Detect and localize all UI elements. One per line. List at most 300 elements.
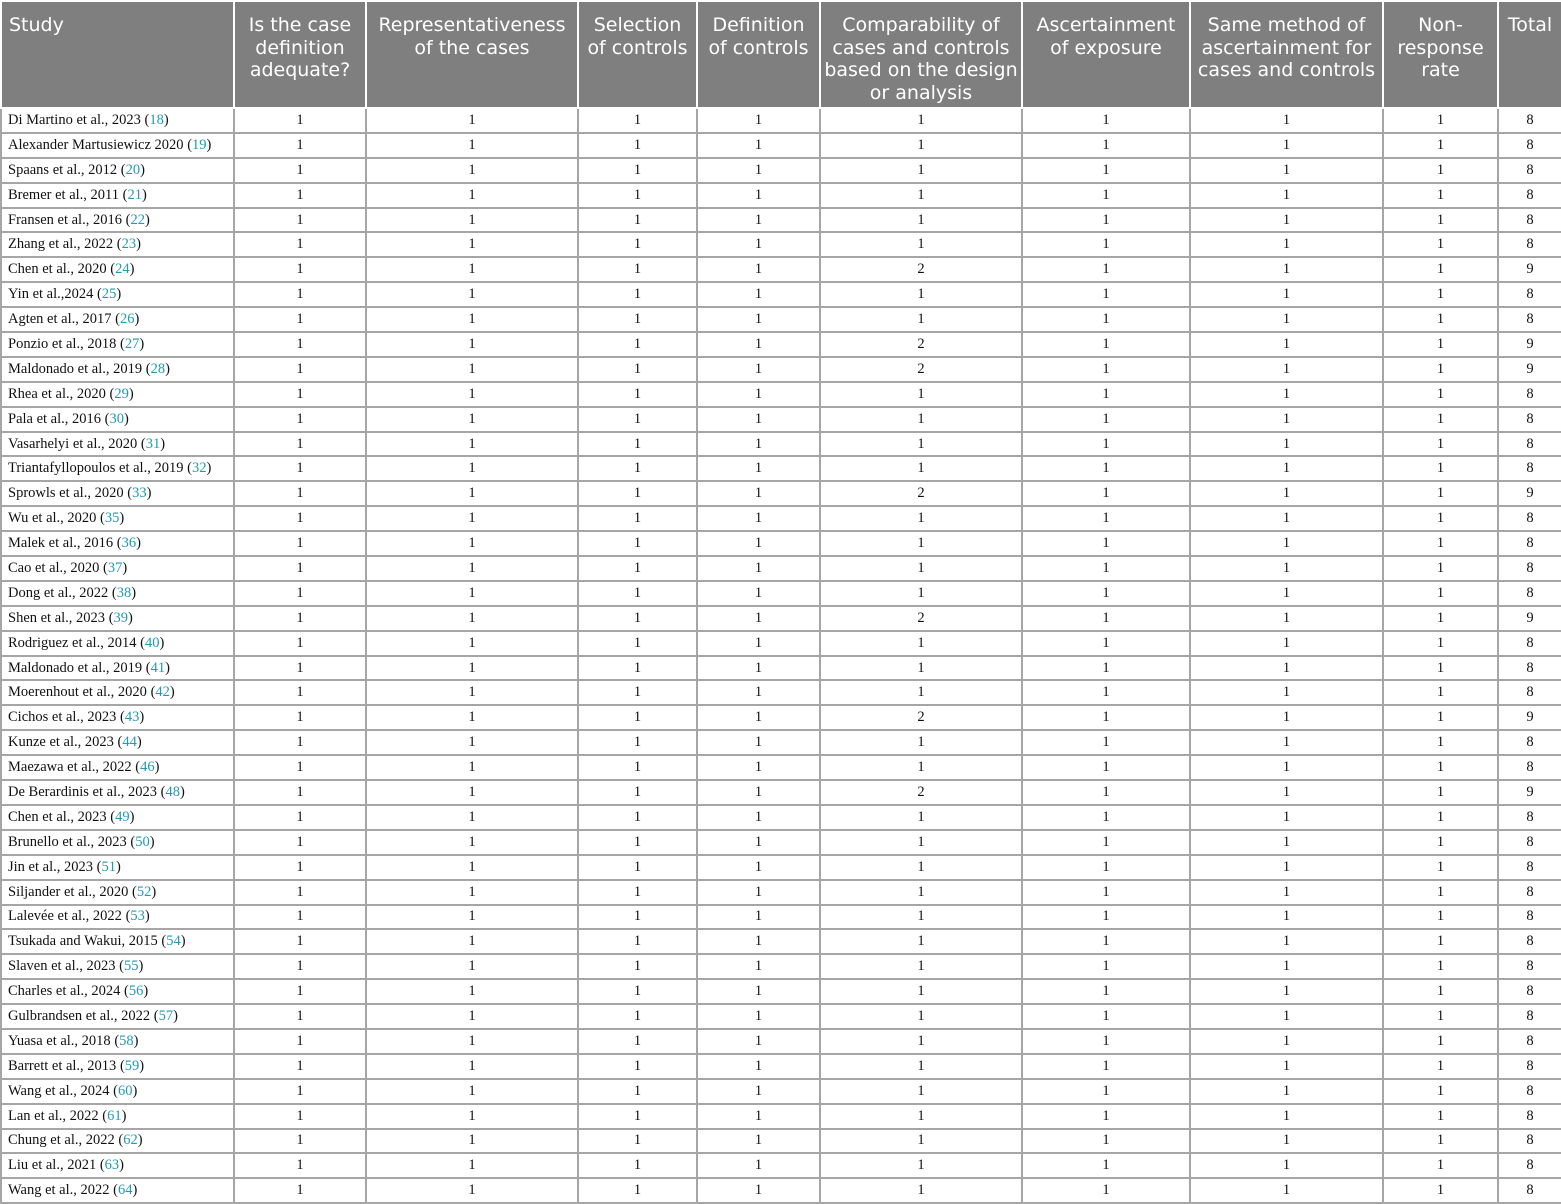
- header-non-response: Non-response rate: [1383, 1, 1498, 108]
- study-cell: Dong et al., 2022 (38): [1, 581, 234, 606]
- total-cell: 9: [1498, 705, 1561, 730]
- table-row: [1, 1004, 1561, 1029]
- reference-link[interactable]: 55: [124, 958, 139, 975]
- score-cell: 1: [1383, 531, 1498, 556]
- study-cell: Tsukada and Wakui, 2015 (54): [1, 929, 234, 954]
- score-cell: 1: [820, 407, 1022, 432]
- reference-link[interactable]: 46: [140, 759, 155, 776]
- total-cell: 8: [1498, 929, 1561, 954]
- score-cell: 1: [1190, 705, 1383, 730]
- score-cell: 1: [234, 332, 366, 357]
- score-cell: 1: [1022, 257, 1190, 282]
- reference-link[interactable]: 48: [165, 783, 180, 800]
- score-cell: 1: [1022, 382, 1190, 407]
- total-cell: 8: [1498, 531, 1561, 556]
- reference-link[interactable]: 41: [150, 659, 166, 676]
- reference-link[interactable]: 27: [124, 335, 140, 352]
- score-cell: 1: [234, 357, 366, 382]
- score-cell: 1: [820, 979, 1022, 1004]
- score-cell: 1: [1190, 108, 1383, 133]
- score-cell: 1: [1022, 183, 1190, 208]
- score-cell: 1: [578, 905, 697, 930]
- score-cell: 1: [366, 481, 578, 506]
- reference-link[interactable]: 58: [119, 1032, 134, 1049]
- score-cell: 1: [234, 1004, 366, 1029]
- score-cell: 1: [578, 133, 697, 158]
- score-cell: 1: [1190, 183, 1383, 208]
- reference-link[interactable]: 40: [144, 634, 160, 651]
- reference-link[interactable]: 25: [101, 286, 117, 303]
- score-cell: 1: [1383, 880, 1498, 905]
- reference-link[interactable]: 42: [155, 684, 170, 701]
- score-cell: 1: [578, 257, 697, 282]
- study-name: Vasarhelyi et al., 2020: [8, 435, 138, 452]
- study-cell: Yin et al.,2024 (25): [1, 282, 234, 307]
- score-cell: 1: [578, 357, 697, 382]
- score-cell: 1: [820, 880, 1022, 905]
- score-cell: 1: [234, 432, 366, 457]
- table-row: [1, 631, 1561, 656]
- study-cell: Pala et al., 2016 (30): [1, 407, 234, 432]
- score-cell: 1: [820, 506, 1022, 531]
- study-name: Shen et al., 2023: [8, 609, 106, 626]
- score-cell: 1: [1022, 556, 1190, 581]
- total-cell: 8: [1498, 631, 1561, 656]
- score-cell: 1: [820, 232, 1022, 257]
- score-cell: 1: [820, 954, 1022, 979]
- score-cell: 1: [1190, 1004, 1383, 1029]
- score-cell: 1: [1190, 208, 1383, 233]
- score-cell: 1: [578, 1079, 697, 1104]
- reference-link[interactable]: 36: [121, 535, 137, 552]
- score-cell: 1: [234, 680, 366, 705]
- score-cell: 1: [1383, 432, 1498, 457]
- total-cell: 8: [1498, 382, 1561, 407]
- score-cell: 1: [1383, 755, 1498, 780]
- score-cell: 1: [820, 905, 1022, 930]
- study-name: Bremer et al., 2011: [8, 186, 119, 203]
- total-cell: 8: [1498, 208, 1561, 233]
- score-cell: 1: [820, 631, 1022, 656]
- study-cell: Malek et al., 2016 (36): [1, 531, 234, 556]
- study-name: Wu et al., 2020: [8, 510, 97, 527]
- score-cell: 1: [578, 282, 697, 307]
- reference-link[interactable]: 37: [107, 559, 123, 576]
- score-cell: 1: [697, 631, 820, 656]
- table-row: [1, 208, 1561, 233]
- score-cell: 1: [366, 133, 578, 158]
- score-cell: 1: [697, 805, 820, 830]
- study-name: Wang et al., 2024: [8, 1082, 110, 1099]
- score-cell: 1: [366, 606, 578, 631]
- score-cell: 1: [234, 208, 366, 233]
- table-row: [1, 506, 1561, 531]
- score-cell: 1: [1383, 282, 1498, 307]
- score-cell: 1: [366, 954, 578, 979]
- score-cell: 1: [1383, 705, 1498, 730]
- score-cell: 1: [578, 730, 697, 755]
- score-cell: 1: [234, 257, 366, 282]
- reference-link[interactable]: 18: [149, 111, 164, 128]
- score-cell: 1: [1022, 830, 1190, 855]
- score-cell: 1: [697, 1079, 820, 1104]
- study-cell: Bremer et al., 2011 (21): [1, 183, 234, 208]
- table-row: [1, 855, 1561, 880]
- reference-link[interactable]: 29: [114, 385, 129, 402]
- study-cell: Shen et al., 2023 (39): [1, 606, 234, 631]
- score-cell: 1: [1383, 1079, 1498, 1104]
- reference-link[interactable]: 28: [150, 360, 166, 377]
- score-cell: 1: [1190, 805, 1383, 830]
- score-cell: 1: [366, 407, 578, 432]
- reference-link[interactable]: 35: [104, 510, 120, 527]
- score-cell: 1: [578, 880, 697, 905]
- study-name: Sprowls et al., 2020: [8, 485, 124, 502]
- total-cell: 8: [1498, 805, 1561, 830]
- study-cell: Lan et al., 2022 (61): [1, 1104, 234, 1129]
- score-cell: 1: [1190, 680, 1383, 705]
- score-cell: 1: [234, 631, 366, 656]
- study-name: Wang et al., 2022: [8, 1182, 110, 1199]
- score-cell: 1: [366, 108, 578, 133]
- reference-link[interactable]: 62: [123, 1132, 138, 1149]
- table-row: [1, 432, 1561, 457]
- study-name: Chen et al., 2023: [8, 808, 107, 825]
- total-cell: 8: [1498, 183, 1561, 208]
- score-cell: 1: [697, 407, 820, 432]
- reference-link[interactable]: 20: [125, 161, 141, 178]
- score-cell: 1: [697, 208, 820, 233]
- score-cell: 1: [578, 506, 697, 531]
- score-cell: 1: [1383, 855, 1498, 880]
- table-row: [1, 1104, 1561, 1129]
- study-name: Alexander Martusiewicz 2020: [8, 136, 184, 153]
- score-cell: 1: [1383, 830, 1498, 855]
- reference-link[interactable]: 32: [191, 460, 207, 477]
- score-cell: 1: [820, 1104, 1022, 1129]
- study-name: Liu et al., 2021: [8, 1157, 97, 1174]
- score-cell: 1: [578, 1104, 697, 1129]
- reference-link[interactable]: 57: [158, 1008, 174, 1024]
- score-cell: 1: [1022, 855, 1190, 880]
- score-cell: 1: [366, 631, 578, 656]
- study-cell: Kunze et al., 2023 (44): [1, 730, 234, 755]
- score-cell: 1: [1022, 581, 1190, 606]
- score-cell: 1: [234, 880, 366, 905]
- reference-link[interactable]: 24: [115, 261, 130, 278]
- score-cell: 1: [366, 730, 578, 755]
- score-cell: 1: [234, 581, 366, 606]
- reference-link[interactable]: 49: [115, 808, 130, 825]
- study-name: Yuasa et al., 2018: [8, 1032, 111, 1049]
- score-cell: 1: [578, 954, 697, 979]
- reference-link[interactable]: 31: [145, 435, 161, 452]
- score-cell: 2: [820, 357, 1022, 382]
- score-cell: 1: [234, 705, 366, 730]
- study-name: Brunello et al., 2023: [8, 833, 127, 850]
- score-cell: 1: [578, 1153, 697, 1178]
- score-cell: 1: [697, 880, 820, 905]
- score-cell: 1: [366, 581, 578, 606]
- score-cell: 1: [1190, 357, 1383, 382]
- study-cell: Moerenhout et al., 2020 (42): [1, 680, 234, 705]
- score-cell: 1: [366, 183, 578, 208]
- study-name: Slaven et al., 2023: [8, 958, 116, 975]
- score-cell: 1: [1022, 1029, 1190, 1054]
- reference-link[interactable]: 64: [117, 1182, 133, 1199]
- score-cell: 1: [366, 805, 578, 830]
- score-cell: 1: [366, 506, 578, 531]
- reference-link[interactable]: 23: [121, 236, 137, 253]
- score-cell: 1: [1190, 307, 1383, 332]
- score-cell: 1: [234, 780, 366, 805]
- score-cell: 1: [1022, 506, 1190, 531]
- score-cell: 1: [820, 1004, 1022, 1029]
- score-cell: 1: [1190, 1054, 1383, 1079]
- study-name: Spaans et al., 2012: [8, 161, 118, 178]
- score-cell: 1: [578, 929, 697, 954]
- score-cell: 1: [1022, 755, 1190, 780]
- score-cell: 1: [1383, 979, 1498, 1004]
- table-row: [1, 158, 1561, 183]
- header-selection-controls: Selection of controls: [578, 1, 697, 108]
- reference-link[interactable]: 63: [104, 1157, 120, 1174]
- study-name: Maldonado et al., 2019: [8, 659, 143, 676]
- study-cell: Lalevée et al., 2022 (53): [1, 905, 234, 930]
- reference-link[interactable]: 51: [101, 858, 116, 875]
- score-cell: 1: [366, 855, 578, 880]
- score-cell: 1: [697, 382, 820, 407]
- reference-link[interactable]: 53: [130, 908, 145, 925]
- score-cell: 1: [366, 208, 578, 233]
- score-cell: 1: [234, 481, 366, 506]
- score-cell: 1: [366, 880, 578, 905]
- total-cell: 9: [1498, 257, 1561, 282]
- score-cell: 1: [1383, 1054, 1498, 1079]
- table-row: [1, 282, 1561, 307]
- score-cell: 1: [366, 257, 578, 282]
- score-cell: 1: [366, 656, 578, 681]
- score-cell: 1: [366, 705, 578, 730]
- score-cell: 1: [697, 855, 820, 880]
- score-cell: 1: [697, 432, 820, 457]
- header-same-method: Same method of ascertainment for cases and controls: [1190, 1, 1383, 108]
- score-cell: 1: [697, 1104, 820, 1129]
- reference-link[interactable]: 50: [135, 833, 150, 850]
- reference-link[interactable]: 44: [122, 734, 137, 751]
- table-row: [1, 133, 1561, 158]
- table-row: [1, 1079, 1561, 1104]
- score-cell: 1: [697, 556, 820, 581]
- study-cell: Wang et al., 2022 (64): [1, 1178, 234, 1203]
- score-cell: 1: [1190, 1129, 1383, 1154]
- table-row: [1, 905, 1561, 930]
- table-row: [1, 730, 1561, 755]
- score-cell: 1: [366, 232, 578, 257]
- score-cell: 1: [578, 755, 697, 780]
- score-cell: 1: [366, 1129, 578, 1154]
- score-cell: 1: [1383, 232, 1498, 257]
- table-row: [1, 481, 1561, 506]
- total-cell: 8: [1498, 307, 1561, 332]
- total-cell: 8: [1498, 656, 1561, 681]
- study-cell: Yuasa et al., 2018 (58): [1, 1029, 234, 1054]
- score-cell: 1: [1022, 929, 1190, 954]
- total-cell: 8: [1498, 830, 1561, 855]
- score-cell: 1: [366, 357, 578, 382]
- reference-link[interactable]: 59: [124, 1057, 140, 1074]
- score-cell: 1: [697, 332, 820, 357]
- study-name: Lan et al., 2022: [8, 1107, 99, 1124]
- score-cell: 1: [578, 232, 697, 257]
- total-cell: 8: [1498, 456, 1561, 481]
- score-cell: 1: [578, 208, 697, 233]
- score-cell: 1: [1190, 257, 1383, 282]
- score-cell: 1: [820, 183, 1022, 208]
- score-cell: 1: [234, 1153, 366, 1178]
- score-cell: 1: [1383, 307, 1498, 332]
- score-cell: 1: [578, 680, 697, 705]
- reference-link[interactable]: 38: [116, 584, 132, 601]
- score-cell: 1: [1022, 1129, 1190, 1154]
- reference-link[interactable]: 26: [119, 311, 135, 328]
- score-cell: 1: [1190, 1178, 1383, 1203]
- score-cell: 2: [820, 332, 1022, 357]
- score-cell: 1: [234, 855, 366, 880]
- table-row: [1, 656, 1561, 681]
- score-cell: 1: [234, 108, 366, 133]
- score-cell: 1: [1022, 606, 1190, 631]
- score-cell: 1: [234, 979, 366, 1004]
- score-cell: 1: [1022, 954, 1190, 979]
- score-cell: 1: [820, 1129, 1022, 1154]
- score-cell: 1: [578, 705, 697, 730]
- score-cell: 1: [1383, 456, 1498, 481]
- score-cell: 1: [820, 1079, 1022, 1104]
- score-cell: 1: [1022, 1153, 1190, 1178]
- reference-link[interactable]: 61: [107, 1107, 122, 1124]
- score-cell: 2: [820, 705, 1022, 730]
- score-cell: 1: [1383, 481, 1498, 506]
- score-cell: 1: [1383, 1178, 1498, 1203]
- score-cell: 1: [1190, 755, 1383, 780]
- study-name: Tsukada and Wakui, 2015: [8, 933, 158, 950]
- total-cell: 9: [1498, 332, 1561, 357]
- score-cell: 1: [1190, 1104, 1383, 1129]
- score-cell: 1: [820, 282, 1022, 307]
- score-cell: 1: [820, 432, 1022, 457]
- table-row: [1, 680, 1561, 705]
- score-cell: 1: [234, 307, 366, 332]
- score-cell: 1: [697, 830, 820, 855]
- score-cell: 1: [1190, 332, 1383, 357]
- study-cell: Fransen et al., 2016 (22): [1, 208, 234, 233]
- study-name: Dong et al., 2022: [8, 584, 109, 601]
- total-cell: 8: [1498, 979, 1561, 1004]
- score-cell: 1: [1383, 332, 1498, 357]
- score-cell: 1: [1383, 905, 1498, 930]
- study-name: Lalevée et al., 2022: [8, 908, 122, 925]
- table-row: [1, 108, 1561, 133]
- score-cell: 1: [1383, 929, 1498, 954]
- total-cell: 8: [1498, 1104, 1561, 1129]
- reference-link[interactable]: 30: [109, 410, 124, 427]
- score-cell: 1: [697, 108, 820, 133]
- reference-link[interactable]: 43: [124, 709, 140, 726]
- total-cell: 8: [1498, 1054, 1561, 1079]
- score-cell: 1: [1383, 257, 1498, 282]
- score-cell: 1: [1022, 407, 1190, 432]
- score-cell: 1: [697, 656, 820, 681]
- total-cell: 8: [1498, 108, 1561, 133]
- reference-link[interactable]: 21: [127, 186, 142, 203]
- score-cell: 1: [1190, 606, 1383, 631]
- score-cell: 1: [234, 830, 366, 855]
- score-cell: 1: [234, 1178, 366, 1203]
- study-cell: Sprowls et al., 2020 (33): [1, 481, 234, 506]
- score-cell: 1: [1022, 481, 1190, 506]
- total-cell: 8: [1498, 506, 1561, 531]
- reference-link[interactable]: 52: [136, 883, 152, 900]
- score-cell: 1: [1190, 929, 1383, 954]
- table-row: [1, 456, 1561, 481]
- score-cell: 1: [820, 556, 1022, 581]
- reference-link[interactable]: 22: [130, 211, 145, 228]
- table-row: [1, 780, 1561, 805]
- score-cell: 1: [234, 158, 366, 183]
- score-cell: 1: [1022, 1104, 1190, 1129]
- score-cell: 1: [1022, 656, 1190, 681]
- score-cell: 1: [697, 506, 820, 531]
- score-cell: 1: [1190, 158, 1383, 183]
- score-cell: 1: [1383, 556, 1498, 581]
- score-cell: 1: [578, 531, 697, 556]
- score-cell: 1: [697, 282, 820, 307]
- reference-link[interactable]: 33: [132, 485, 147, 502]
- score-cell: 2: [820, 606, 1022, 631]
- score-cell: 1: [1022, 1054, 1190, 1079]
- reference-link[interactable]: 54: [166, 933, 181, 950]
- score-cell: 1: [697, 1178, 820, 1203]
- score-cell: 1: [1383, 158, 1498, 183]
- total-cell: 8: [1498, 232, 1561, 257]
- reference-link[interactable]: 60: [117, 1082, 133, 1099]
- score-cell: 1: [1190, 531, 1383, 556]
- score-cell: 1: [578, 1029, 697, 1054]
- score-cell: 1: [697, 307, 820, 332]
- study-cell: Wang et al., 2024 (60): [1, 1079, 234, 1104]
- score-cell: 1: [1190, 855, 1383, 880]
- reference-link[interactable]: 39: [113, 609, 129, 626]
- study-name: Rhea et al., 2020: [8, 385, 106, 402]
- table-row: [1, 531, 1561, 556]
- reference-link[interactable]: 56: [128, 983, 144, 1000]
- score-cell: 1: [697, 531, 820, 556]
- score-cell: 1: [234, 1129, 366, 1154]
- score-cell: 1: [1190, 506, 1383, 531]
- table-row: [1, 332, 1561, 357]
- score-cell: 1: [578, 332, 697, 357]
- score-cell: 1: [820, 929, 1022, 954]
- score-cell: 1: [234, 1029, 366, 1054]
- study-name: Siljander et al., 2020: [8, 883, 129, 900]
- score-cell: 1: [1190, 780, 1383, 805]
- score-cell: 1: [697, 905, 820, 930]
- score-cell: 1: [578, 830, 697, 855]
- score-cell: 1: [697, 456, 820, 481]
- reference-link[interactable]: 19: [192, 136, 207, 153]
- score-cell: 1: [1383, 108, 1498, 133]
